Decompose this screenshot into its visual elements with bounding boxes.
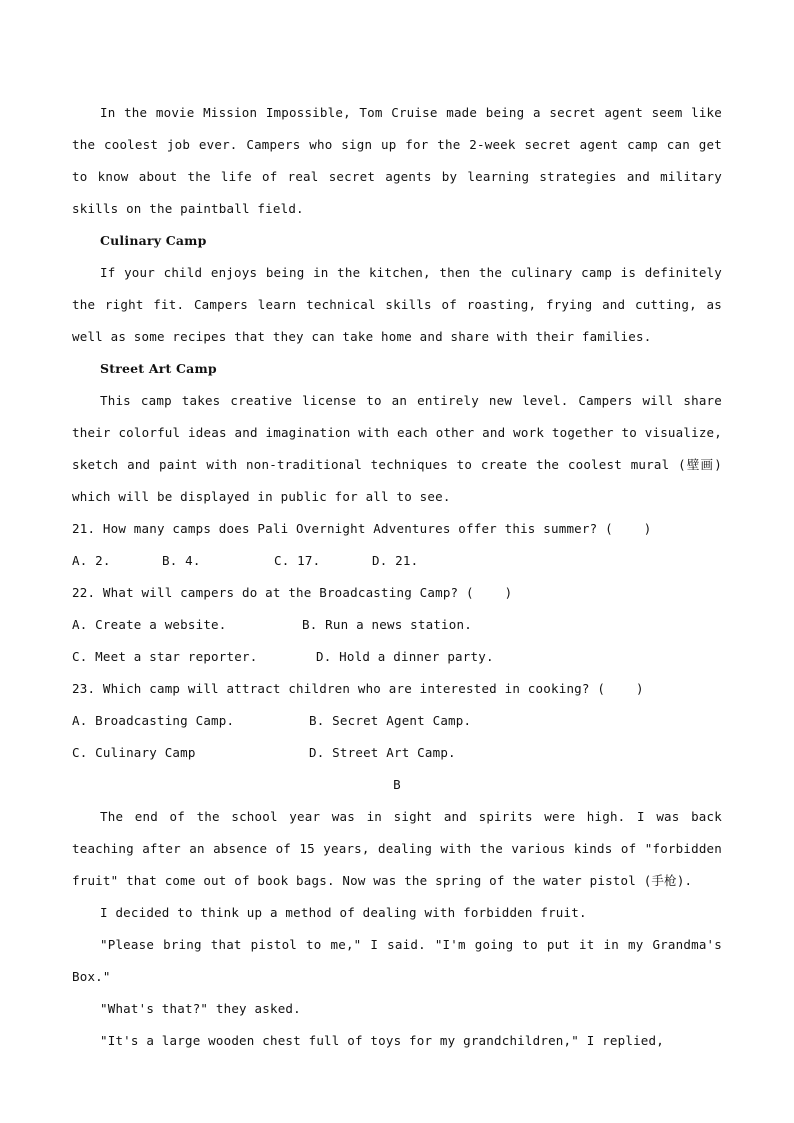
q21-option-b: B. 4. bbox=[162, 553, 201, 568]
passage-b-paragraph-4: "What's that?" they asked. bbox=[100, 1001, 301, 1016]
question-21-stem: 21. How many camps does Pali Overnight Adventures offer this summer? ( ) bbox=[72, 521, 652, 536]
q23-option-b: B. Secret Agent Camp. bbox=[309, 713, 472, 728]
question-23-stem: 23. Which camp will attract children who are interested in cooking? ( ) bbox=[72, 681, 644, 696]
street-art-camp-heading: Street Art Camp bbox=[100, 361, 217, 376]
top-margin bbox=[72, 0, 722, 97]
q21-option-d: D. 21. bbox=[372, 553, 419, 568]
q22-option-b: B. Run a news station. bbox=[302, 617, 472, 632]
q22-option-a: A. Create a website. bbox=[72, 617, 227, 632]
passage-b-paragraph-1: The end of the school year was in sight and spirits were high. I was back teaching after an absence of 15 years, dealing with the various kinds of "forbidden fruit" that come out of book bags. Now was the spring of the water pistol (手枪). bbox=[72, 809, 722, 888]
passage-b-paragraph-5: "It's a large wooden chest full of toys for my grandchildren," I replied, bbox=[100, 1033, 664, 1048]
document-page bbox=[72, 0, 722, 1057]
q22-option-d: D. Hold a dinner party. bbox=[316, 649, 494, 664]
question-21-options bbox=[72, 545, 722, 577]
q21-option-a: A. 2. bbox=[72, 553, 111, 568]
secret-agent-paragraph: In the movie Mission Impossible, Tom Cruise made being a secret agent seem like the coolest job ever. Campers who sign up for the 2-week secret agent camp can get to know about the life of real secret agents by learning strategies and military skills on the paintball field. bbox=[72, 105, 722, 216]
q23-option-a: A. Broadcasting Camp. bbox=[72, 713, 235, 728]
question-23-options-row2 bbox=[72, 737, 722, 769]
culinary-camp-paragraph: If your child enjoys being in the kitchen, then the culinary camp is definitely the right fit. Campers learn technical skills of roasting, frying and cutting, as well as some recipes that they can take home and share with their families. bbox=[72, 265, 722, 344]
question-22-options-row2 bbox=[72, 641, 722, 673]
culinary-camp-heading: Culinary Camp bbox=[100, 233, 207, 248]
question-22-options-row1 bbox=[72, 609, 722, 641]
q23-option-d: D. Street Art Camp. bbox=[309, 745, 456, 760]
street-art-camp-paragraph: This camp takes creative license to an entirely new level. Campers will share their colorful ideas and imagination with each other and work together to visualize, sketch and paint with non-traditional techniques to create the coolest mural (壁画) which will be displayed in public for all to see. bbox=[72, 393, 722, 504]
question-22-stem: 22. What will campers do at the Broadcasting Camp? ( ) bbox=[72, 585, 513, 600]
passage-b-label: B bbox=[393, 777, 401, 792]
passage-b-paragraph-2: I decided to think up a method of dealing with forbidden fruit. bbox=[100, 905, 587, 920]
passage-b-paragraph-3: "Please bring that pistol to me," I said. "I'm going to put it in my Grandma's Box." bbox=[72, 937, 722, 984]
q21-option-c: C. 17. bbox=[274, 553, 321, 568]
q22-option-c: C. Meet a star reporter. bbox=[72, 649, 258, 664]
question-23-options-row1 bbox=[72, 705, 722, 737]
q23-option-c: C. Culinary Camp bbox=[72, 745, 196, 760]
